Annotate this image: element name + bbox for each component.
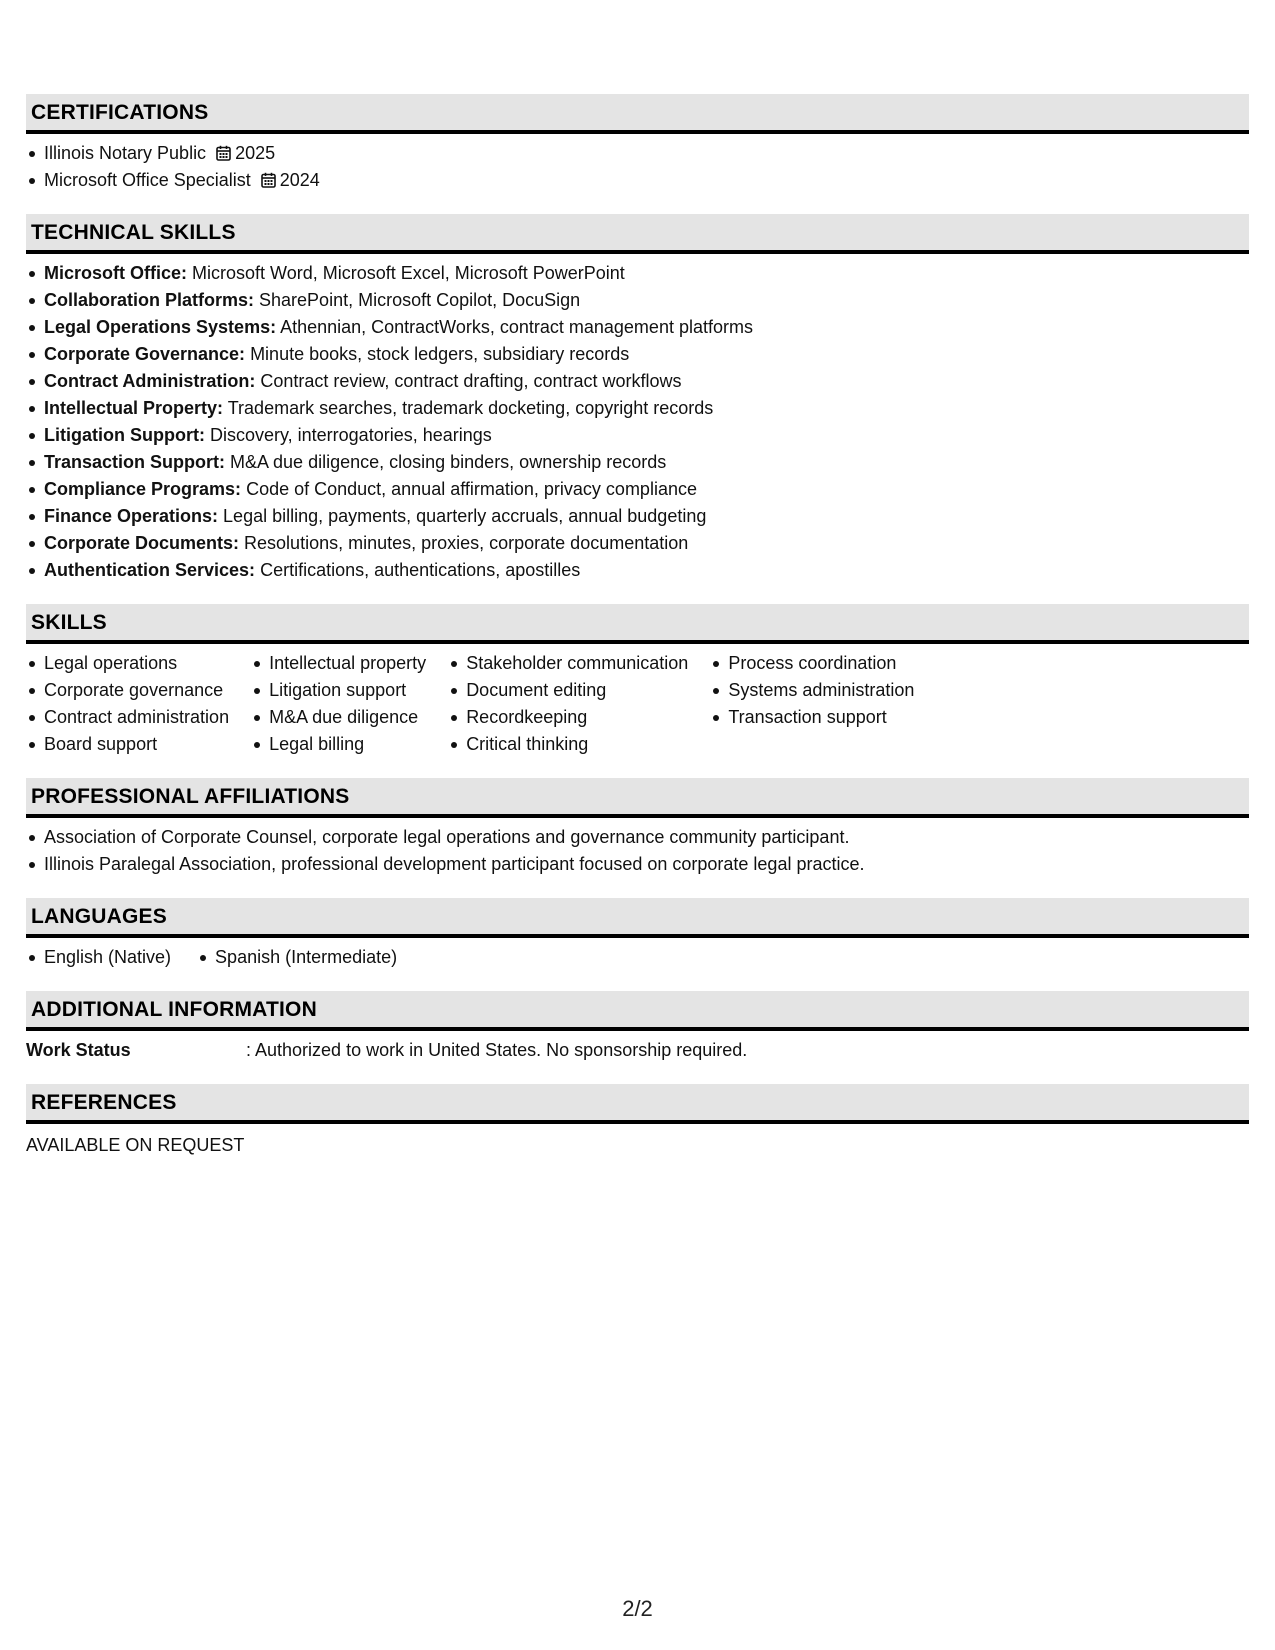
list-item [26,476,1249,503]
skill-values: Resolutions, minutes, proxies, corporate documentation [239,533,689,553]
certifications-list [26,134,1249,194]
list-item: Legal billing [251,731,426,758]
skill-category: Contract Administration: [44,371,256,391]
languages-section [26,898,1249,971]
skill-category: Authentication Services: [44,560,256,580]
list-item: Spanish (Intermediate) [197,944,397,971]
calendar-icon [261,172,276,188]
skill-category: Compliance Programs: [44,479,242,499]
skills-column [251,650,426,758]
list-item: Stakeholder communication [448,650,688,677]
list-item [26,422,1249,449]
languages-heading: LANGUAGES [26,898,1249,938]
certifications-section [26,94,1249,194]
technical-skills-section [26,214,1249,584]
skill-values: Certifications, authentications, apostilles [255,560,581,580]
skill-category: Transaction Support: [44,452,226,472]
affiliations-list [26,818,1249,878]
skill-category: Litigation Support: [44,425,205,445]
work-status-row [26,1031,1249,1064]
skill-values: Athennian, ContractWorks, contract management platforms [276,317,753,337]
skills-column [26,650,229,758]
certification-name: Microsoft Office Specialist [44,170,251,190]
skill-category: Intellectual Property: [44,398,224,418]
list-item: Corporate governance [26,677,229,704]
skill-category: Corporate Documents: [44,533,240,553]
skill-category: Finance Operations: [44,506,219,526]
skills-grid [26,644,1249,758]
certification-date [216,143,275,163]
list-item [26,287,1249,314]
list-item [26,503,1249,530]
list-item [26,368,1249,395]
references-text: AVAILABLE ON REQUEST [26,1135,245,1155]
skills-section [26,604,1249,758]
list-item: Legal operations [26,650,229,677]
list-item [26,140,1249,167]
page-number: 2/2 [622,1596,653,1621]
skill-values: Discovery, interrogatories, hearings [204,425,492,445]
list-item: Intellectual property [251,650,426,677]
certification-year: 2025 [235,143,276,163]
skill-values: Code of Conduct, annual affirmation, privacy compliance [241,479,697,499]
skills-heading: SKILLS [26,604,1249,644]
skills-column [448,650,688,758]
affiliations-heading: PROFESSIONAL AFFILIATIONS [26,778,1249,818]
list-item [26,530,1249,557]
skill-values: Legal billing, payments, quarterly accruals, annual budgeting [218,506,707,526]
list-item [26,167,1249,194]
certification-year: 2024 [279,170,320,190]
list-item: Board support [26,731,229,758]
skill-values: Minute books, stock ledgers, subsidiary records [245,344,630,364]
skills-column [710,650,914,758]
list-item: Critical thinking [448,731,688,758]
skill-category: Corporate Governance: [44,344,246,364]
certifications-heading: CERTIFICATIONS [26,94,1249,134]
list-item: Illinois Paralegal Association, professional development participant focused on corporate legal practice. [26,851,1249,878]
list-item: M&A due diligence [251,704,426,731]
list-item: Recordkeeping [448,704,688,731]
skill-values: Trademark searches, trademark docketing, copyright records [223,398,714,418]
skill-values: SharePoint, Microsoft Copilot, DocuSign [254,290,581,310]
list-item: Association of Corporate Counsel, corporate legal operations and governance community participant. [26,824,1249,851]
certification-name: Illinois Notary Public [44,143,207,163]
skill-category: Legal Operations Systems: [44,317,277,337]
skill-values: Contract review, contract drafting, contract workflows [255,371,682,391]
skill-category: Microsoft Office: [44,263,188,283]
list-item: English (Native) [26,944,171,971]
resume-page [26,94,1249,1179]
technical-skills-list [26,254,1249,584]
list-item: Systems administration [710,677,914,704]
list-item: Transaction support [710,704,914,731]
technical-skills-heading: TECHNICAL SKILLS [26,214,1249,254]
list-item: Process coordination [710,650,914,677]
additional-info-heading: ADDITIONAL INFORMATION [26,991,1249,1031]
list-item [26,449,1249,476]
calendar-icon [216,145,231,161]
skill-category: Collaboration Platforms: [44,290,255,310]
skill-values: Microsoft Word, Microsoft Excel, Microsoft PowerPoint [187,263,625,283]
list-item: Document editing [448,677,688,704]
list-item [26,341,1249,368]
additional-info-section [26,991,1249,1064]
work-status-value: : Authorized to work in United States. No sponsorship required. [246,1040,748,1060]
skill-values: M&A due diligence, closing binders, ownership records [225,452,667,472]
references-section [26,1084,1249,1159]
list-item [26,260,1249,287]
work-status-label: Work Status [26,1040,131,1060]
list-item [26,395,1249,422]
list-item [26,314,1249,341]
list-item: Contract administration [26,704,229,731]
list-item [26,557,1249,584]
references-heading: REFERENCES [26,1084,1249,1124]
list-item: Litigation support [251,677,426,704]
languages-list [26,938,1249,971]
certification-date [261,170,320,190]
affiliations-section [26,778,1249,878]
